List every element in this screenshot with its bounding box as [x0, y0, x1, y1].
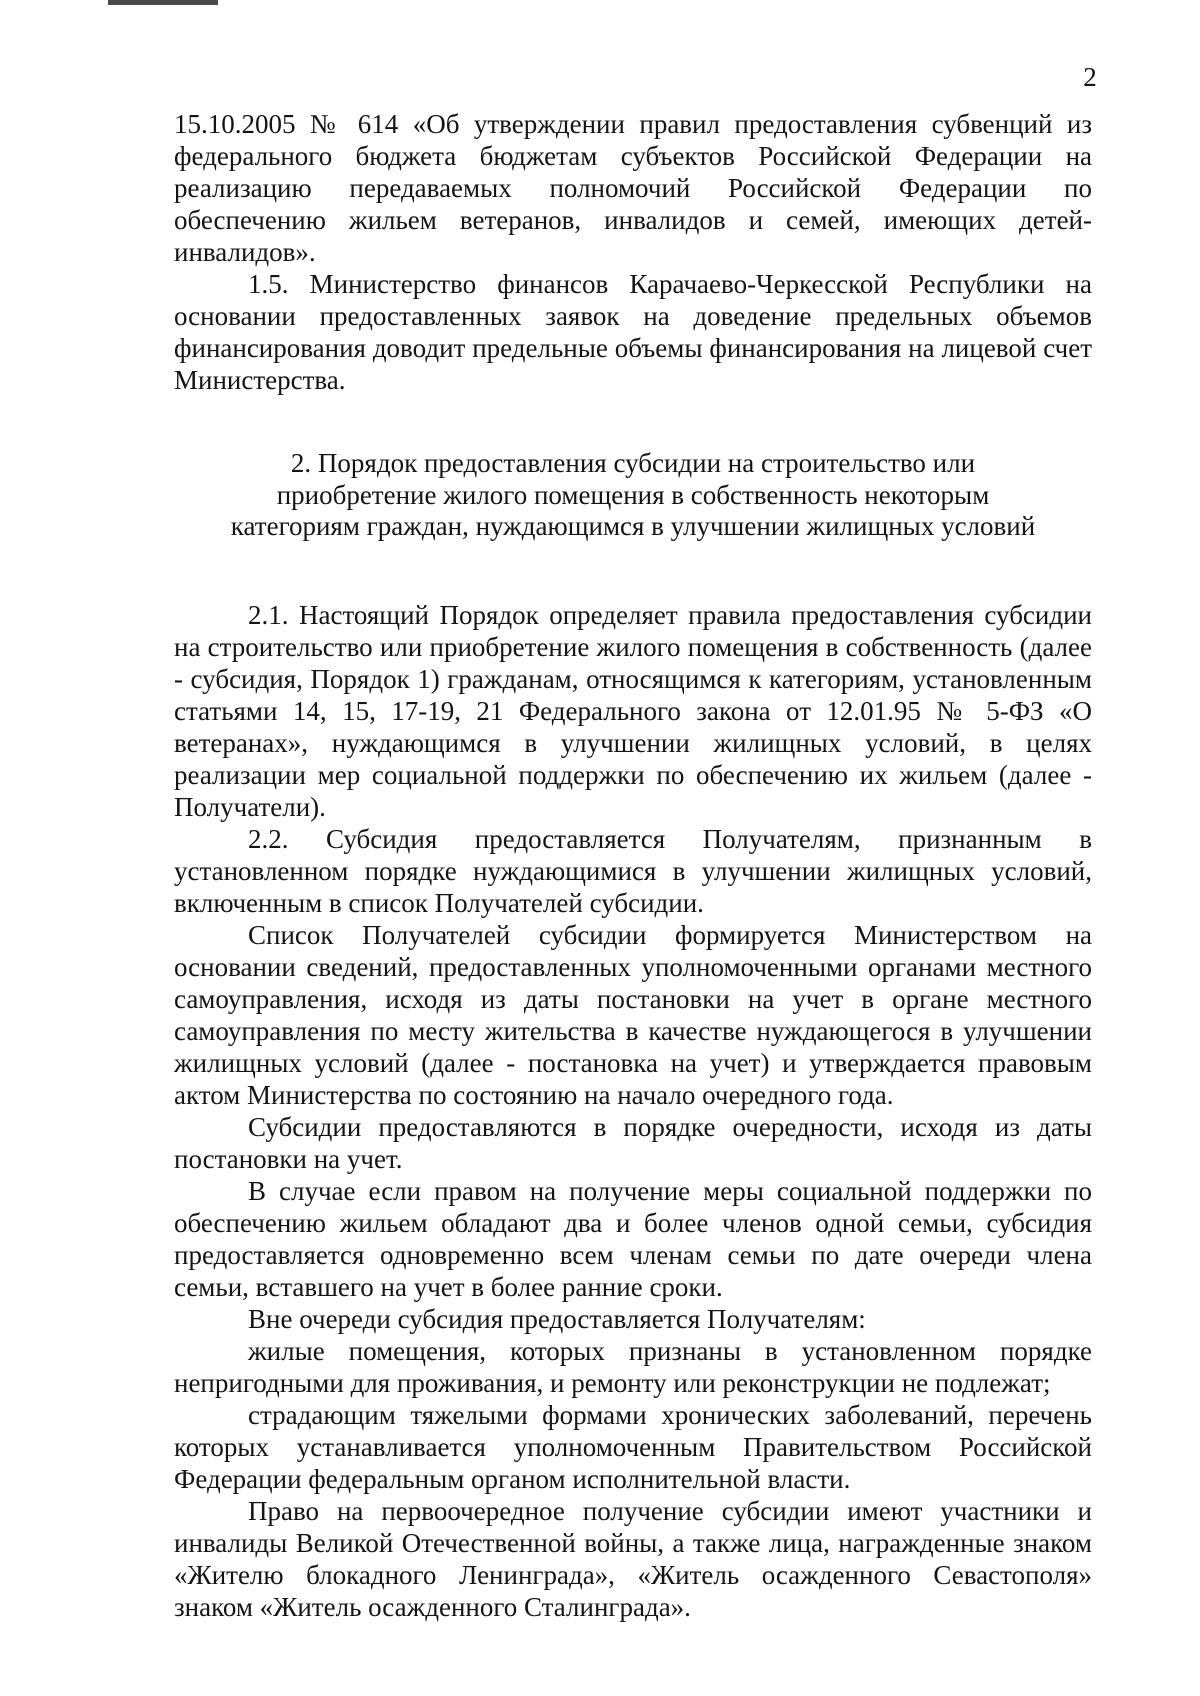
page-number: 2: [1083, 62, 1097, 92]
paragraph-family-members: В случае если правом на получение меры социальной поддержки по обеспечению жильем обладают два и более членов одной семьи, субсидия предоставляется одновременно всем членам семьи по дате очереди члена семьи, вставшего на учет в более ранние сроки.: [174, 1175, 1092, 1302]
paragraph-continuation: 15.10.2005 № 614 «Об утверждении правил предоставления субвенций из федерального бюджета бюджетам субъектов Российской Федерации на реализацию передаваемых полномочий Российской Федерации по обеспечению жильем ветеранов, инвалидов и семей, имеющих детей-инвалидов».: [174, 109, 1092, 267]
section-heading-line: 2. Порядок предоставления субсидии на строительство или: [290, 448, 976, 478]
paragraph-recipients-list: Список Получателей субсидии формируется Министерством на основании сведений, предоставленных уполномоченными органами местного самоуправления, исходя из даты постановки на учет в органе местного самоуправления по месту жительства в качестве нуждающегося в улучшении жилищных условий (далее - постановка на учет) и утверждается правовым актом Министерства по состоянию на начало очередного года.: [174, 919, 1092, 1110]
section-heading: [174, 448, 1092, 543]
paragraph-priority-order: Субсидии предоставляются в порядке очередности, исходя из даты постановки на учет.: [174, 1111, 1092, 1174]
section-heading-line: категориям граждан, нуждающимся в улучшении жилищных условий: [230, 511, 1036, 541]
paragraph-2-1: 2.1. Настоящий Порядок определяет правила предоставления субсидии на строительство или приобретение жилого помещения в собственность (далее - субсидия, Порядок 1) гражданам, относящимся к категориям, установленным статьями 14, 15, 17-19, 21 Федерального закона от 12.01.95 № 5-ФЗ «О ветеранах», нуждающимся в улучшении жилищных условий, в целях реализации мер социальной поддержки по обеспечению их жильем (далее - Получатели).: [174, 599, 1092, 822]
document-body: [174, 108, 1092, 1623]
paragraph-2-2: 2.2. Субсидия предоставляется Получателям, признанным в установленном порядке нуждающимися в улучшении жилищных условий, включенным в список Получателей субсидии.: [174, 823, 1092, 918]
scan-artifact: [108, 0, 218, 5]
paragraph-out-of-turn: Вне очереди субсидия предоставляется Получателям:: [248, 1303, 866, 1334]
paragraph-unfit-housing: жилые помещения, которых признаны в установленном порядке непригодными для проживания, и ремонту или реконструкции не подлежат;: [174, 1335, 1092, 1398]
paragraph-chronic-diseases: страдающим тяжелыми формами хронических заболеваний, перечень которых устанавливается уполномоченным Правительством Российской Федерации федеральным органом исполнительной власти.: [174, 1399, 1092, 1494]
section-heading-line: приобретение жилого помещения в собственность некоторым: [276, 479, 990, 510]
paragraph-1-5: 1.5. Министерство финансов Карачаево-Черкесской Республики на основании предоставленных заявок на доведение предельных объемов финансирования доводит предельные объемы финансирования на лицевой счет Министерства.: [174, 269, 1092, 395]
paragraph-first-priority: Право на первоочередное получение субсидии имеют участники и инвалиды Великой Отечественной войны, а также лица, награжденные знаком «Жителю блокадного Ленинграда», «Житель осажденного Севастополя» знаком «Житель осажденного Сталинграда».: [174, 1495, 1092, 1622]
